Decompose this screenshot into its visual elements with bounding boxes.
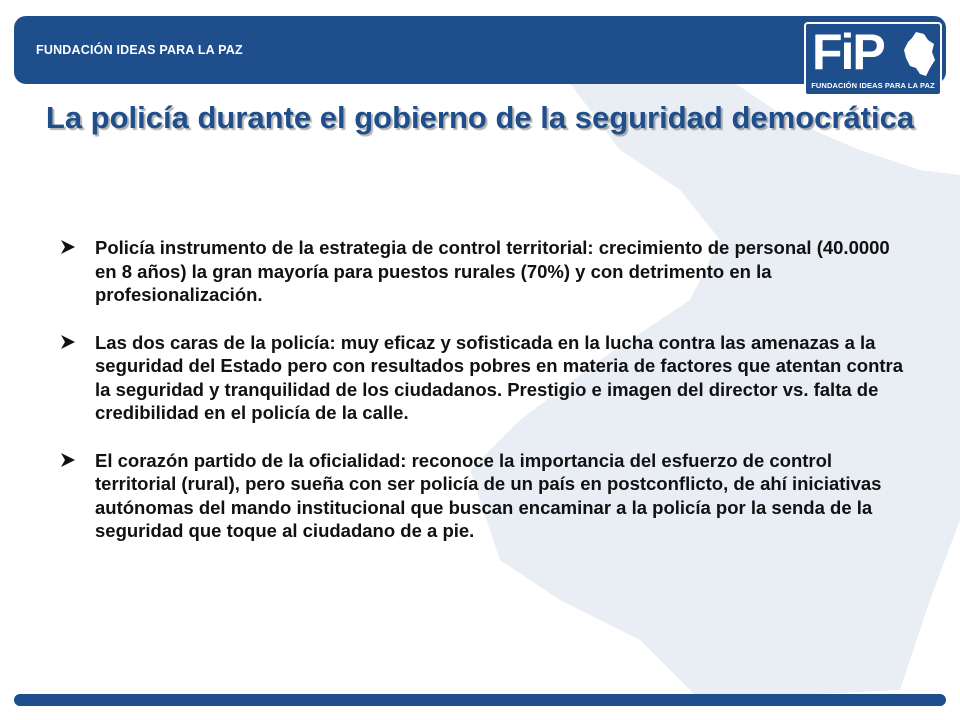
bullet-item <box>58 236 916 307</box>
header-banner <box>14 16 946 90</box>
arrow-bullet-icon <box>58 237 78 257</box>
organization-name: FUNDACIÓN IDEAS PARA LA PAZ <box>36 43 243 57</box>
bullet-text: El corazón partido de la oficialidad: reconoce la importancia del esfuerzo de control territorial (rural), pero sueña con ser policía de un país en postconflicto, de ahí iniciativas autónomas del mando institucional que buscan encaminar a la policía por la senda de la seguridad que toque al ciudadano de a pie. <box>95 449 882 541</box>
bullet-list <box>58 236 916 567</box>
fip-logo <box>804 22 942 96</box>
bullet-item <box>58 331 916 425</box>
logo-subtitle: FUNDACIÓN IDEAS PARA LA PAZ <box>811 81 935 90</box>
bullet-text: Las dos caras de la policía: muy eficaz y sofisticada en la lucha contra las amenazas a la seguridad del Estado pero con resultados pobres en materia de factores que atentan contra la seguridad y tranquilidad de los ciudadanos. Prestigio e imagen del director vs. falta de credibilidad en el policía de la calle. <box>95 331 904 423</box>
arrow-bullet-icon <box>58 332 78 352</box>
bullet-item <box>58 449 916 543</box>
footer-bar <box>14 694 946 706</box>
colombia-map-icon <box>902 30 936 78</box>
bullet-text: Policía instrumento de la estrategia de control territorial: crecimiento de personal (40.0000 en 8 años) la gran mayoría para puestos rurales (70%) y con detrimento en la profesionalización. <box>95 237 890 305</box>
slide-title: La policía durante el gobierno de la seguridad democrática <box>45 100 915 135</box>
arrow-bullet-icon <box>58 450 78 470</box>
logo-mark: FiP <box>812 24 884 80</box>
